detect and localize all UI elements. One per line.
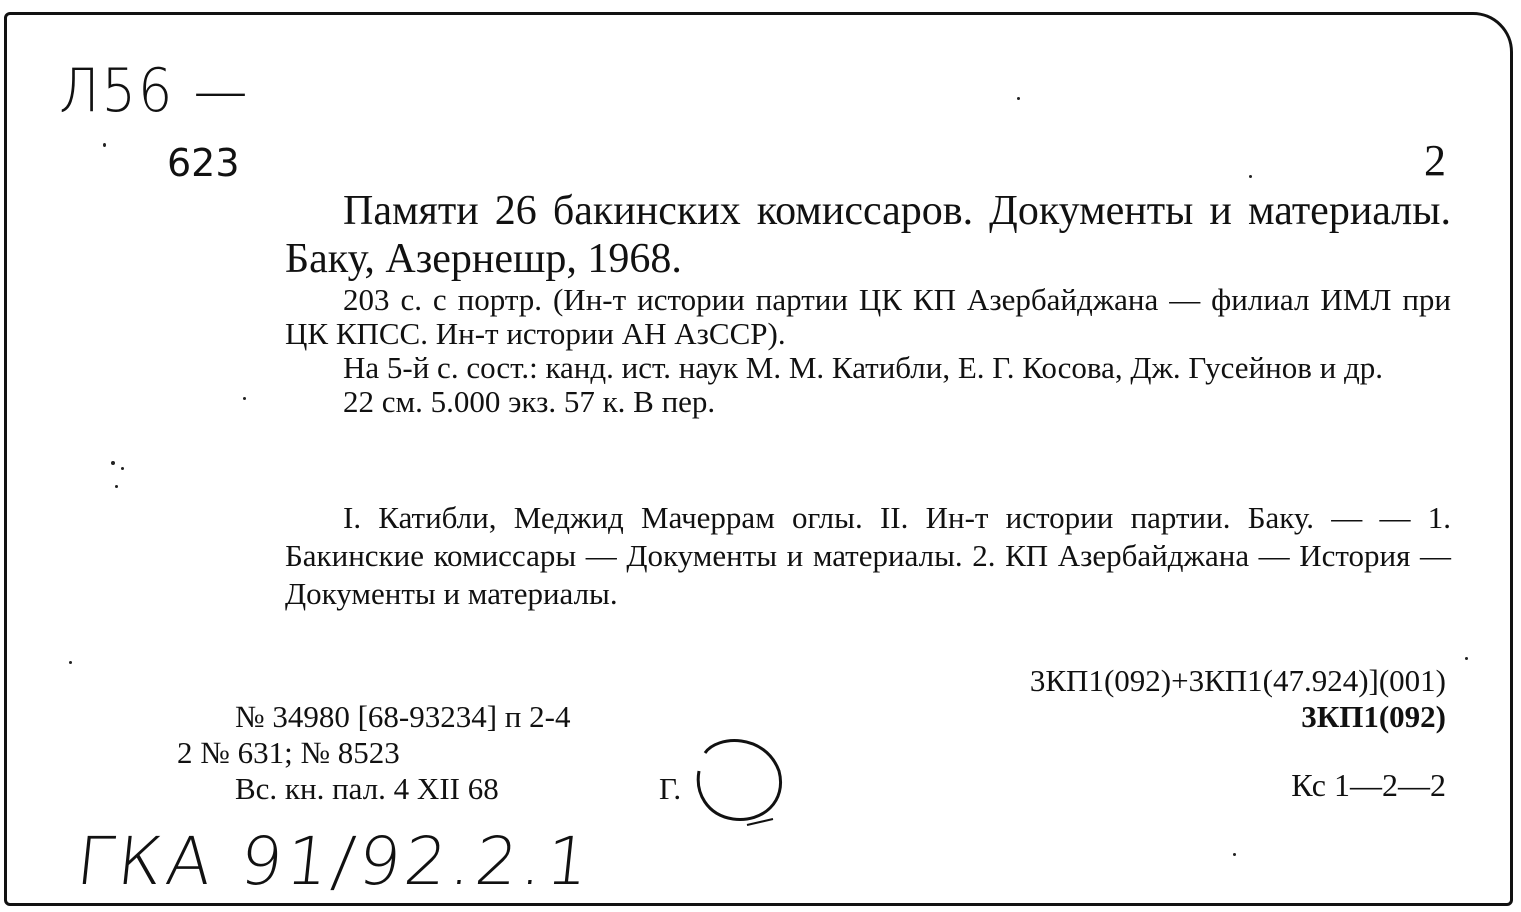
book-chamber-date: Вс. кн. пал. 4 XII 68	[235, 771, 499, 806]
description-line: На 5-й с. сост.: канд. ист. наук М. М. Катибли, Е. Г. Косова, Дж. Гусейнов и др.	[343, 350, 1383, 385]
entries-text: I. Катибли, Меджид Мачеррам оглы. II. Ин-т истории партии. Баку. — — 1. Бакинские комиссары — Документы и материалы. 2. КП Азербайджана — История — Документы и материалы.	[285, 500, 1451, 611]
catalog-card	[4, 12, 1513, 906]
print-speck	[103, 143, 106, 147]
card-number: 2	[1424, 136, 1446, 185]
handwritten-shelf-subnumber: 623	[167, 141, 240, 185]
record-number: № 34980 [68-93234] п 2-4	[235, 699, 571, 734]
print-speck	[1465, 657, 1468, 660]
print-speck	[1233, 853, 1236, 856]
index-code: Кс 1—2—2	[1291, 767, 1446, 803]
handwritten-shelf-mark: Л56 —	[59, 55, 250, 126]
print-speck	[69, 661, 72, 664]
stamp-letter: Г.	[659, 771, 682, 806]
description-line: 203 с. с портр. (Ин-т истории партии ЦК КП Азербайджана — филиал ИМЛ при ЦК КПСС. Ин-т истории АН АзССР).	[285, 282, 1451, 351]
print-speck	[243, 397, 246, 400]
print-speck	[111, 461, 115, 465]
bibliographic-description	[285, 283, 1451, 419]
classification-index-2: 3КП1(092)	[1301, 699, 1446, 734]
print-speck	[121, 467, 124, 470]
handwritten-bottom-note: ГКА 91/92.2.1	[72, 823, 597, 900]
record-second-line: 2 № 631; № 8523	[177, 735, 400, 770]
print-speck	[1249, 175, 1252, 178]
print-speck	[1017, 97, 1020, 100]
subject-entries	[285, 499, 1451, 613]
classification-index-1: 3КП1(092)+3КП1(47.924)](001)	[1029, 663, 1446, 698]
description-line: 22 см. 5.000 экз. 57 к. В пер.	[343, 384, 716, 419]
print-speck	[115, 485, 118, 488]
book-title: Памяти 26 бакинских комиссаров. Документы и материалы. Баку, Азернешр, 1968.	[285, 188, 1451, 282]
ink-stamp-circle	[687, 731, 787, 827]
